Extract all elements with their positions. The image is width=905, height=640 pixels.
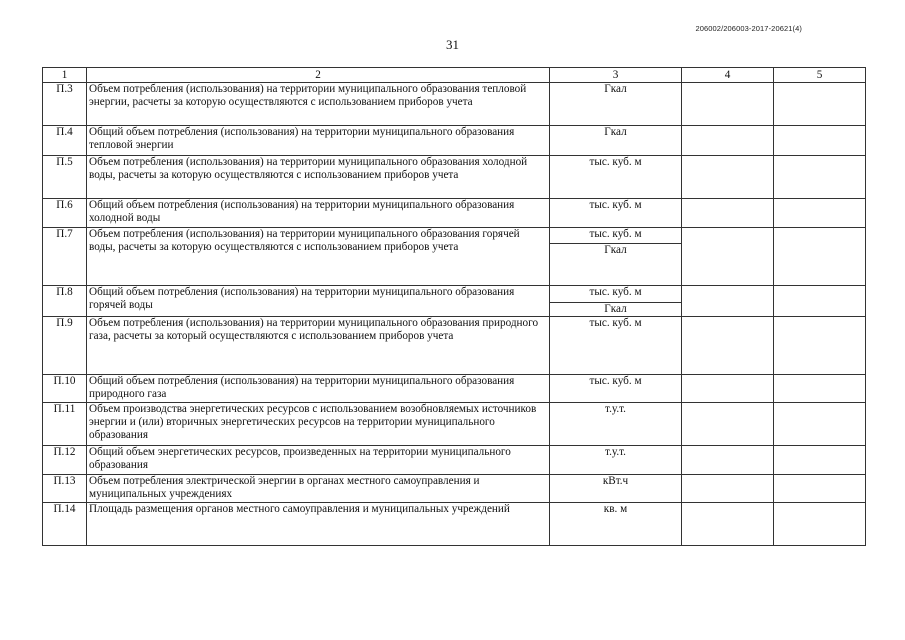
row-value-col5 <box>774 156 866 199</box>
row-code: П.5 <box>43 156 87 199</box>
table-row <box>43 199 866 228</box>
row-code: П.3 <box>43 83 87 126</box>
row-value-col5 <box>774 475 866 503</box>
row-value-col5 <box>774 317 866 375</box>
row-code: П.10 <box>43 375 87 403</box>
column-number-3: 3 <box>550 68 682 83</box>
column-number-4: 4 <box>682 68 774 83</box>
row-code: П.13 <box>43 475 87 503</box>
indicators-table <box>42 67 866 546</box>
unit-label: Гкал <box>604 244 627 256</box>
row-value-col4 <box>682 446 774 475</box>
row-description: Объем потребления электрической энергии в органах местного самоуправления и муниципальных учреждениях <box>87 475 550 503</box>
unit-label: Гкал <box>604 303 627 315</box>
row-value-col5 <box>774 446 866 475</box>
row-value-col4 <box>682 199 774 228</box>
column-number-row <box>43 68 866 83</box>
row-value-col5 <box>774 503 866 546</box>
row-description: Общий объем потребления (использования) на территории муниципального образования тепловой энергии <box>87 126 550 156</box>
row-code: П.4 <box>43 126 87 156</box>
row-value-col4 <box>682 156 774 199</box>
row-description: Объем потребления (использования) на территории муниципального образования горячей воды, расчеты за которую осуществляются с использованием приборов учета <box>87 228 550 286</box>
unit-label: тыс. куб. м <box>550 286 681 303</box>
row-unit: т.у.т. <box>550 403 682 446</box>
row-value-col4 <box>682 503 774 546</box>
row-value-col4 <box>682 317 774 375</box>
row-code: П.7 <box>43 228 87 286</box>
row-value-col5 <box>774 375 866 403</box>
table-row <box>43 286 866 317</box>
row-unit: тыс. куб. м <box>550 199 682 228</box>
row-description: Объем потребления (использования) на территории муниципального образования природного газа, расчеты за который осуществляются с использованием приборов учета <box>87 317 550 375</box>
table-row <box>43 475 866 503</box>
row-unit: Гкал <box>550 83 682 126</box>
row-value-col5 <box>774 126 866 156</box>
row-code: П.11 <box>43 403 87 446</box>
row-unit <box>550 228 682 286</box>
row-unit: тыс. куб. м <box>550 156 682 199</box>
table-row <box>43 503 866 546</box>
document-id: 206002/206003-2017-20621(4) <box>695 24 802 33</box>
indicators-table-body <box>43 68 866 546</box>
table-row <box>43 317 866 375</box>
row-unit: кв. м <box>550 503 682 546</box>
row-value-col4 <box>682 286 774 317</box>
row-value-col4 <box>682 375 774 403</box>
row-unit <box>550 286 682 317</box>
column-number-5: 5 <box>774 68 866 83</box>
row-description: Объем производства энергетических ресурсов с использованием возобновляемых источников энергии и (или) вторичных энергетических ресурсов на территории муниципального образования <box>87 403 550 446</box>
column-number-2: 2 <box>87 68 550 83</box>
row-unit: Гкал <box>550 126 682 156</box>
page-number: 31 <box>446 37 459 52</box>
row-code: П.6 <box>43 199 87 228</box>
table-row <box>43 126 866 156</box>
row-value-col5 <box>774 228 866 286</box>
unit-label: тыс. куб. м <box>550 228 681 244</box>
row-unit: тыс. куб. м <box>550 317 682 375</box>
row-description: Общий объем энергетических ресурсов, произведенных на территории муниципального образования <box>87 446 550 475</box>
row-value-col4 <box>682 403 774 446</box>
table-row <box>43 156 866 199</box>
row-code: П.12 <box>43 446 87 475</box>
row-unit: кВт.ч <box>550 475 682 503</box>
row-value-col5 <box>774 403 866 446</box>
row-code: П.8 <box>43 286 87 317</box>
row-value-col4 <box>682 228 774 286</box>
row-value-col4 <box>682 475 774 503</box>
row-unit: т.у.т. <box>550 446 682 475</box>
row-code: П.9 <box>43 317 87 375</box>
row-unit: тыс. куб. м <box>550 375 682 403</box>
table-row <box>43 228 866 286</box>
table-row <box>43 83 866 126</box>
row-description: Объем потребления (использования) на территории муниципального образования холодной воды, расчеты за которую осуществляются с использованием приборов учета <box>87 156 550 199</box>
row-value-col4 <box>682 126 774 156</box>
table-row <box>43 446 866 475</box>
row-value-col5 <box>774 83 866 126</box>
row-value-col5 <box>774 199 866 228</box>
row-value-col5 <box>774 286 866 317</box>
row-description: Объем потребления (использования) на территории муниципального образования тепловой энергии, расчеты за которую осуществляются с использованием приборов учета <box>87 83 550 126</box>
column-number-1: 1 <box>43 68 87 83</box>
table-row <box>43 403 866 446</box>
table-row <box>43 375 866 403</box>
row-description: Общий объем потребления (использования) на территории муниципального образования горячей воды <box>87 286 550 317</box>
row-description: Общий объем потребления (использования) на территории муниципального образования природного газа <box>87 375 550 403</box>
row-value-col4 <box>682 83 774 126</box>
row-code: П.14 <box>43 503 87 546</box>
row-description: Площадь размещения органов местного самоуправления и муниципальных учреждений <box>87 503 550 546</box>
row-description: Общий объем потребления (использования) на территории муниципального образования холодной воды <box>87 199 550 228</box>
